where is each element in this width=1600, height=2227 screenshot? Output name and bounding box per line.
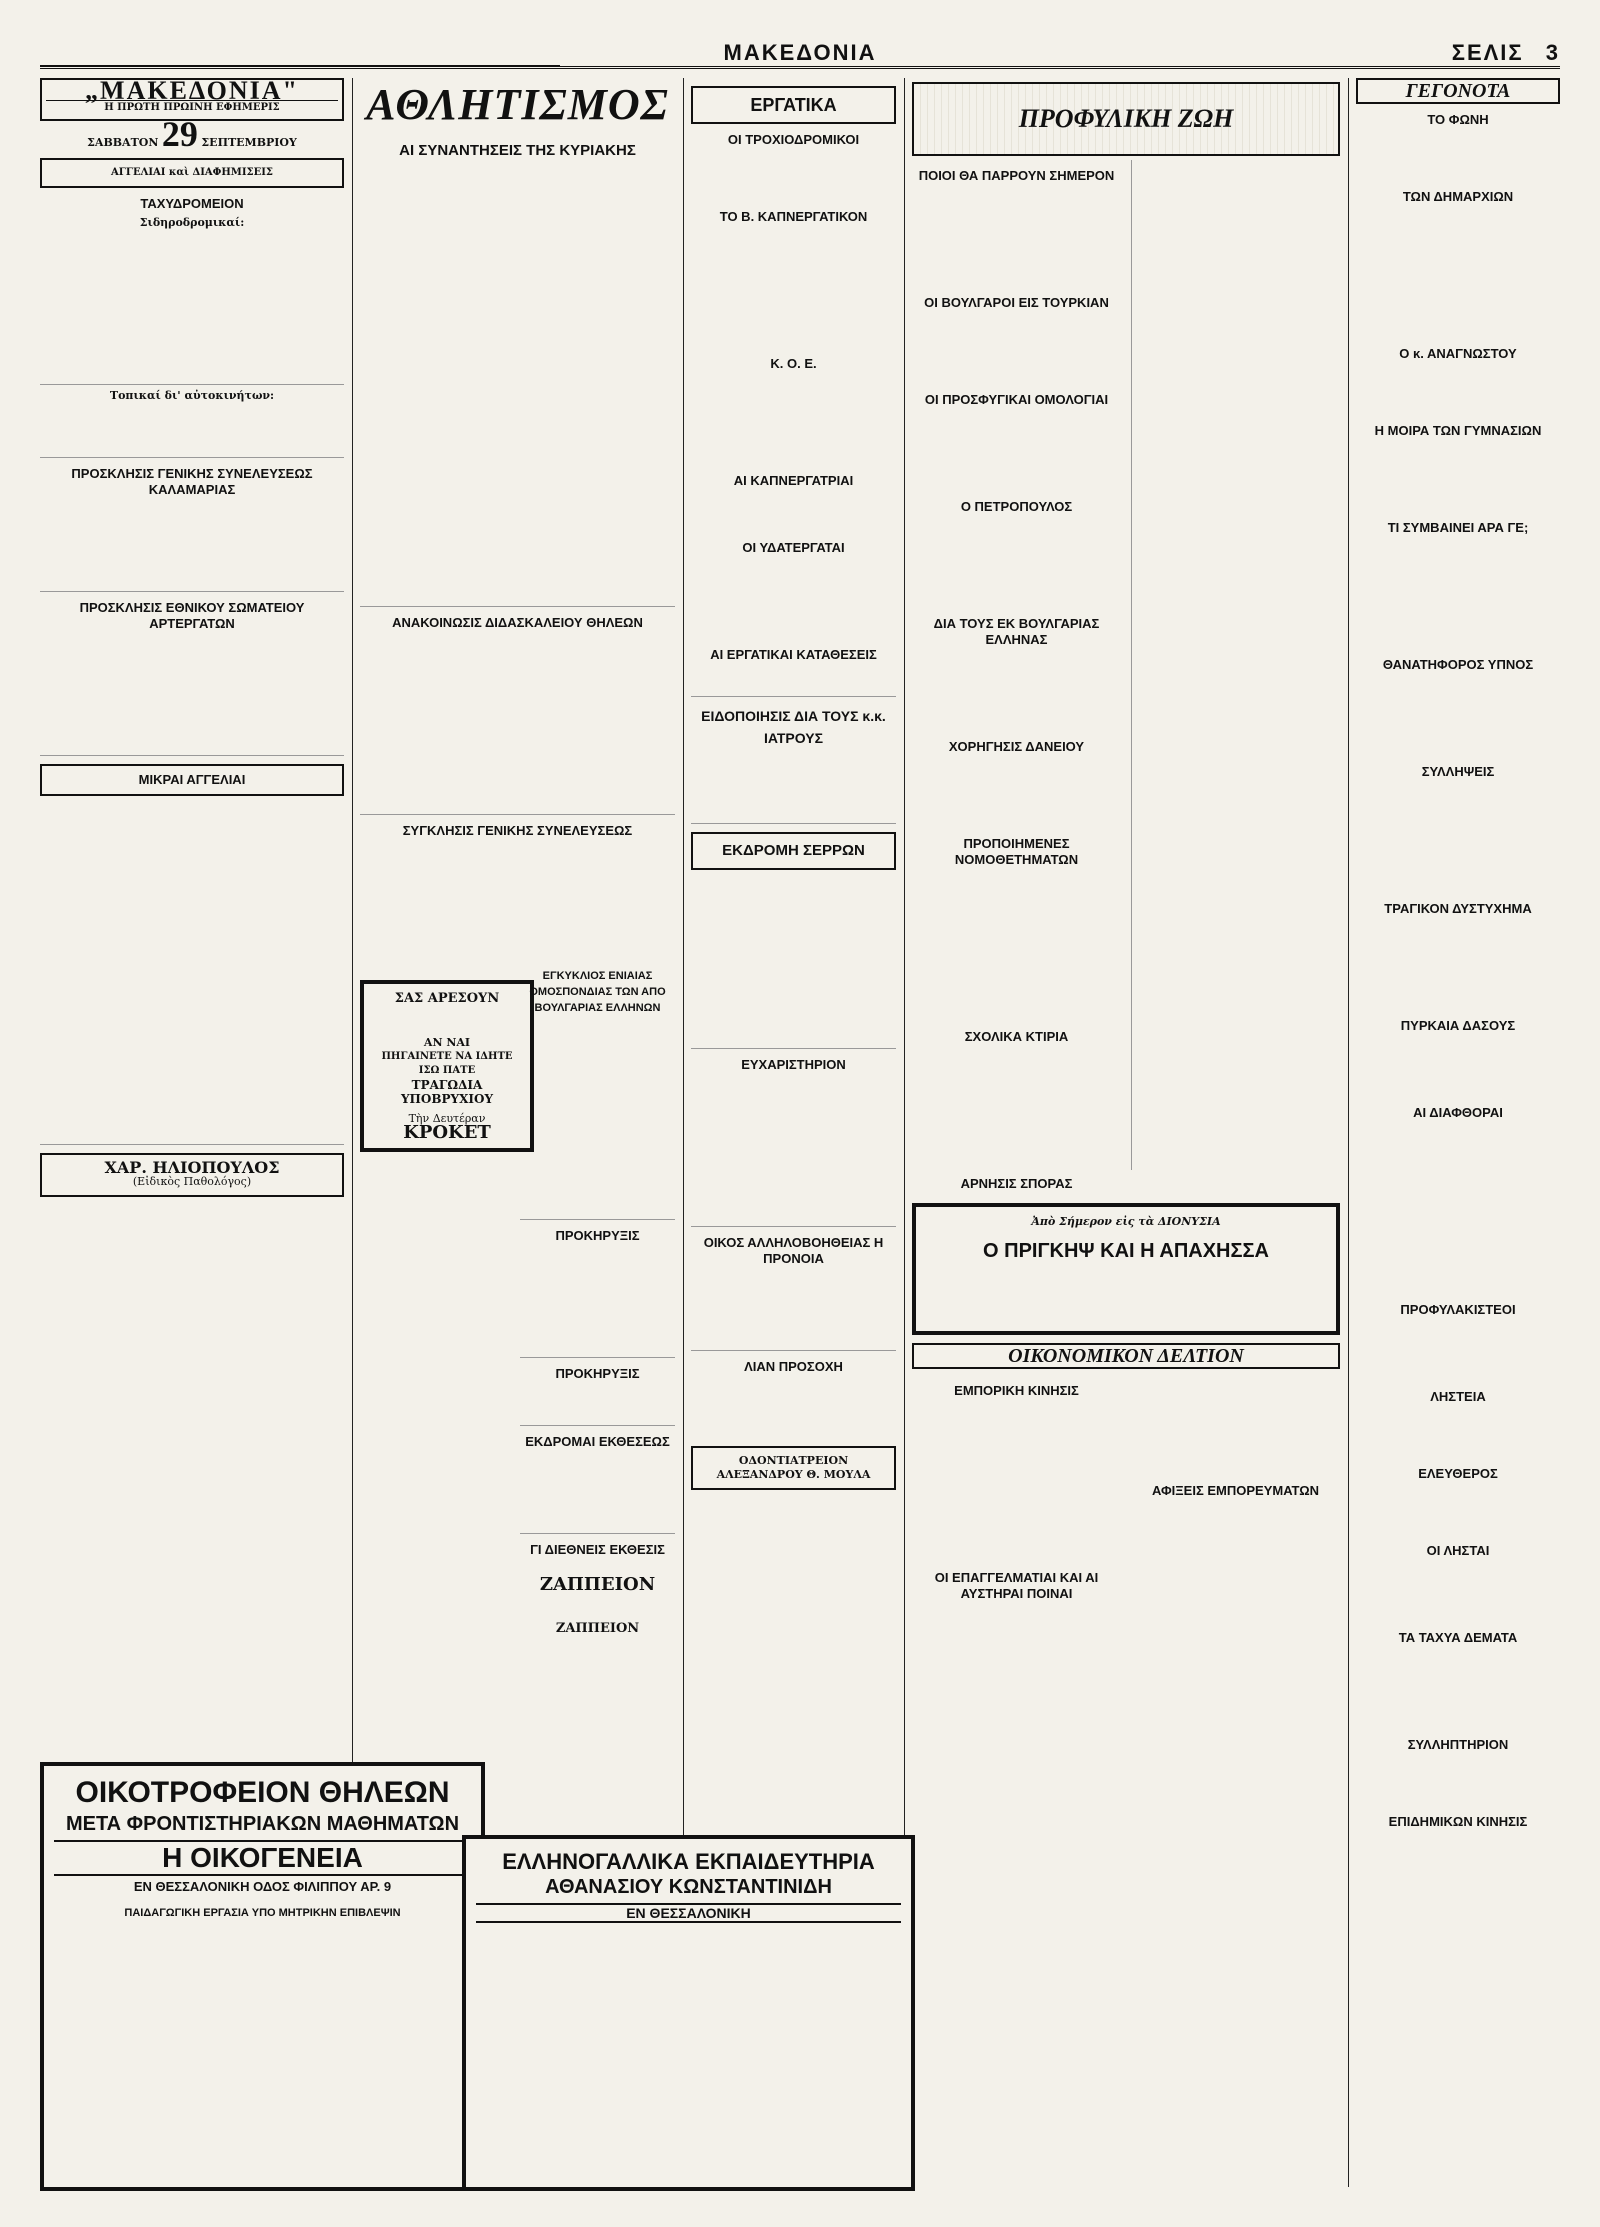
school-buildings-title: ΣΧΟΛΙΚΑ ΚΤΙΡΙΑ [964, 1029, 1069, 1044]
facts-deadly-sleep-text [1356, 676, 1560, 756]
petropoulos-text [912, 518, 1121, 608]
economic-split [912, 1375, 1340, 1605]
announcement-2-text [520, 1385, 675, 1426]
tobacco-title: ΤΟ Β. ΚΑΠΝΕΡΓΑΤΙΚΟΝ [719, 209, 868, 224]
excursion-title: ΕΚΔΡΟΜΑΙ ΕΚΘΕΣΕΩΣ [525, 1434, 670, 1449]
issue-date [40, 114, 344, 154]
small-ads-title: ΜΙΚΡΑΙ ΑΓΓΕΛΙΑΙ [40, 764, 344, 796]
local-routes-title: Τοπικαί δι' αὐτοκινήτων: [109, 389, 275, 402]
tobacco-text [691, 228, 896, 348]
boarding-school-ad [40, 1762, 485, 2191]
water-workers-text [691, 559, 896, 639]
boarding-school-address: ΕΝ ΘΕΣΣΑΛΟΝΙΚΗ ΟΔΟΣ ΦΙΛΙΠΠΟΥ ΑΡ. 9 [133, 1878, 392, 1894]
facts-anagnostou-title: Ο κ. ΑΝΑΓΝΩΣΤΟΥ [1399, 346, 1517, 361]
deposits-text [691, 666, 896, 697]
dentist-head: ΟΔΟΝΤΙΑΤΡΕΙΟΝ [738, 1454, 849, 1467]
facts-robbers-text [1356, 1562, 1560, 1622]
loan-text [912, 758, 1121, 828]
cinema-ad [912, 1203, 1340, 1335]
small-ads-text [40, 804, 344, 1145]
exhibition-title: ΓΙ ΔΙΕΘΝΕΙΣ ΕΚΘΕΣΙΣ [530, 1542, 665, 1557]
facts-gymnasia-text [1356, 442, 1560, 512]
bonds-text [912, 411, 1121, 491]
schools-city: ΕΝ ΘΕΣΣΑΛΟΝΙΚΗ [476, 1903, 901, 1923]
doctor-name: ΧΑΡ. ΗΛΙΟΠΟΥΛΟΣ [104, 1158, 280, 1177]
ads-notice [40, 158, 344, 188]
issue-day-number: 29 [161, 114, 198, 154]
deposits-title: ΑΙ ΕΡΓΑΤΙΚΑΙ ΚΑΤΑΘΕΣΕΙΣ [710, 647, 877, 662]
boarding-school-name: Η ΟΙΚΟΓΕΝΕΙΑ [54, 1840, 471, 1876]
club-text [40, 635, 344, 756]
facts-detainees-text [1356, 1321, 1560, 1381]
doctors-notice-title: ΕΙΔΟΠΟΙΗΣΙΣ ΔΙΑ ΤΟΥΣ κ.κ. ΙΑΤΡΟΥΣ [701, 708, 886, 746]
pronoia-text [691, 1270, 896, 1351]
column-1 [40, 78, 344, 1757]
facts-congrats-title: ΣΥΛΛΗΠΤΗΡΙΟΝ [1407, 1737, 1509, 1752]
club-title: ΠΡΟΣΚΛΗΣΙΣ ΕΘΝΙΚΟΥ ΣΩΜΑΤΕΙΟΥ ΑΡΤΕΡΓΑΤΩΝ [79, 600, 305, 631]
facts-anagnostou-text [1356, 365, 1560, 415]
boarding-school-title: ΟΙΚΟΤΡΟΦΕΙΟΝ ΘΗΛΕΩΝ [75, 1776, 450, 1809]
theatre-ad [360, 980, 534, 1152]
bulgarians-turkey-title: ΟΙ ΒΟΥΛΓΑΡΟΙ ΕΙΣ ΤΟΥΡΚΙΑΝ [924, 295, 1109, 310]
facts-mayors-title: ΤΩΝ ΔΗΜΑΡΧΙΩΝ [1402, 189, 1514, 204]
arrivals-title: ΑΦΙΞΕΙΣ ΕΜΠΟΡΕΥΜΑΤΩΝ [1151, 1483, 1320, 1498]
facts-what-title: ΤΙ ΣΥΜΒΑΙΝΕΙ ΑΡΑ ΓΕ; [1387, 520, 1529, 535]
doctors-notice-text [691, 753, 896, 824]
column-4 [912, 78, 1340, 2187]
facts-parcels-title: ΤΑ ΤΑΧΥΑ ΔΕΜΑΤΑ [1398, 1630, 1518, 1645]
facts-free-title: ΕΛΕΥΘΕΡΟΣ [1418, 1466, 1498, 1481]
facts-free-text [1356, 1485, 1560, 1535]
refugee-life-banner: ΠΡΟΦΥΛΙΚΗ ΖΩΗ [912, 82, 1340, 156]
theatre-ad-yes: ΑΝ ΝΑΙ [423, 1036, 471, 1049]
attention-text [691, 1378, 896, 1438]
facts-accident-text [1356, 920, 1560, 1010]
school-buildings-text [912, 1048, 1121, 1168]
column-4-left [912, 160, 1121, 1195]
newspaper-title: ΜΑΚΕΔΟΝΙΑ [723, 40, 877, 65]
cinema-ad-text [924, 1273, 1328, 1323]
tram-text [691, 151, 896, 201]
cinema-ad-film: Ο ΠΡΙΓΚΗΨ ΚΑΙ Η ΑΠΑΧΗΣΣΑ [983, 1240, 1269, 1262]
thanks-title: ΕΥΧΑΡΙΣΤΗΡΙΟΝ [741, 1057, 846, 1072]
serres-trip-text [691, 878, 896, 1049]
labor-header: ΕΡΓΑΤΙΚΑ [691, 86, 896, 124]
meeting-title: ΠΡΟΣΚΛΗΣΙΣ ΓΕΝΙΚΗΣ ΣΥΝΕΛΕΥΣΕΩΣ ΚΑΛΑΜΑΡΙΑΣ [71, 466, 313, 497]
dentist-ad [691, 1446, 896, 1490]
pronoia-title: ΟΙΚΟΣ ΑΛΛΗΛΟΒΟΗΘΕΙΑΣ Η ΠΡΟΝΟΙΑ [703, 1235, 884, 1266]
facts-robbery-title: ΛΗΣΤΕΙΑ [1430, 1389, 1486, 1404]
theatre-ad-go: ΠΗΓΑΙΝΕΤΕ ΝΑ ΙΔΗΤΕ ΙΣΩ ΠΑΤΕ [381, 1051, 513, 1076]
federation-title: ΕΓΚΥΚΛΙΟΣ ΕΝΙΑΙΑΣ ΟΜΟΣΠΟΝΔΙΑΣ ΤΩΝ ΑΠΟ ΒΟΥΛΓΑΡΙΑΣ ΕΛΛΗΝΩΝ [529, 970, 666, 1014]
column-4-split [912, 160, 1340, 1195]
sunday-matches-text [360, 166, 675, 607]
column-4-right-text [1131, 160, 1340, 1170]
economic-right [1131, 1375, 1340, 1605]
greeks-bulgaria-title: ΔΙΑ ΤΟΥΣ ΕΚ ΒΟΥΛΓΑΡΙΑΣ ΕΛΛΗΝΑΣ [933, 616, 1100, 647]
facts-fire-title: ΠΥΡΚΑΙΑ ΔΑΣΟΥΣ [1400, 1018, 1516, 1033]
petropoulos-title: Ο ΠΕΤΡΟΠΟΥΛΟΣ [960, 499, 1073, 514]
water-workers-title: ΟΙ ΥΔΑΤΕΡΓΑΤΑΙ [742, 540, 845, 555]
commerce-text [912, 1402, 1121, 1562]
boarding-school-tagline: ΠΑΙΔΑΓΩΓΙΚΗ ΕΡΓΑΣΙΑ ΥΠΟ ΜΗΤΡΙΚΗΝ ΕΠΙΒΛΕΨΙΝ [124, 1906, 401, 1919]
column-3 [691, 78, 896, 1547]
column-5 [1356, 78, 1560, 2187]
general-meeting-title: ΣΥΓΚΛΗΣΙΣ ΓΕΝΙΚΗΣ ΣΥΝΕΛΕΥΣΕΩΣ [402, 823, 633, 838]
general-meeting-text [360, 842, 675, 972]
tobacco-women-title: ΑΙ ΚΑΠΝΕΡΓΑΤΡΙΑΙ [733, 473, 854, 488]
doctor-ad [40, 1153, 344, 1197]
facts-mayors-text [1356, 208, 1560, 338]
tram-title: ΟΙ ΤΡΟΧΙΟΔΡΟΜΙΚΟΙ [727, 132, 860, 147]
economic-bulletin-title: ΟΙΚΟΝΟΜΙΚΟΝ ΔΕΛΤΙΟΝ [912, 1343, 1340, 1369]
koe-title: Κ. Ο. Ε. [770, 356, 817, 371]
ads-notice-title: ΑΓΓΕΛΙΑΙ καὶ ΔΙΑΦΗΜΙΣΕΙΣ [111, 167, 273, 178]
excursion-text [520, 1453, 675, 1534]
doctor-specialty: (Εἰδικὸς Παθολόγος) [132, 1175, 252, 1188]
dentist-name: ΑΛΕΞΑΝΔΡΟΥ Θ. ΜΟΥΛΑ [716, 1468, 871, 1481]
facts-congrats-text [1356, 1756, 1560, 1806]
facts-what-text [1356, 539, 1560, 649]
athletics-header: ΑΘΛΗΤΙΣΜΟΣ [366, 80, 669, 129]
today-text [912, 187, 1121, 287]
facts-title: ΓΕΓΟΝΟΤΑ [1356, 78, 1560, 104]
sunday-matches-title: ΑΙ ΣΥΝΑΝΤΗΣΕΙΣ ΤΗΣ ΚΥΡΙΑΚΗΣ [399, 142, 636, 159]
page-number: 3 [1545, 40, 1560, 65]
koe-text [691, 375, 896, 465]
facts-fire-text [1356, 1037, 1560, 1097]
paper-logo: „ΜΑΚΕΔΟΝΙΑ" [85, 78, 299, 105]
issue-month: ΣΕΠΤΕΜΒΡΙΟΥ [201, 136, 297, 149]
announcement-1-title: ΠΡΟΚΗΡΥΞΙΣ [555, 1228, 640, 1243]
serres-trip-title: ΕΚΔΡΟΜΗ ΣΕΡΡΩΝ [691, 832, 896, 870]
post-office-title: ΤΑΧΥΔΡΟΜΕΙΟΝ [140, 196, 244, 211]
schools-text [476, 1927, 901, 2127]
facts-phoni-title: ΤΟ ΦΩΝΗ [1427, 112, 1489, 127]
facts-corruption-text [1356, 1124, 1560, 1294]
facts-accident-title: ΤΡΑΓΙΚΟΝ ΔΥΣΤΥΧΗΜΑ [1384, 901, 1532, 916]
theatre-ad-head: ΣΑΣ ΑΡΕΣΟΥΝ [394, 991, 500, 1006]
announcement-2-title: ΠΡΟΚΗΡΥΞΙΣ [555, 1366, 640, 1381]
cinema-ad-from: Ἀπὸ Σήμερον εἰς τὰ ΔΙΟΝΥΣΙΑ [1031, 1215, 1221, 1228]
issue-day: ΣΑΒΒΑΤΟΝ [87, 136, 159, 149]
commerce-title: ΕΜΠΟΡΙΚΗ ΚΙΝΗΣΙΣ [954, 1383, 1079, 1398]
sowing-title: ΑΡΝΗΣΙΣ ΣΠΟΡΑΣ [960, 1176, 1073, 1191]
loan-title: ΧΟΡΗΓΗΣΙΣ ΔΑΝΕΙΟΥ [948, 739, 1085, 754]
facts-phoni-text [1356, 131, 1560, 181]
economic-right-text [1131, 1375, 1340, 1475]
page-label: ΣΕΛΙΣ [1451, 40, 1524, 65]
laws-title: ΠΡΟΠΟΙΗΜΕΝΕΣ ΝΟΜΟΘΕΤΗΜΑΤΩΝ [954, 836, 1079, 867]
theatre-ad-kroket: ΚΡΟΚΕΤ [403, 1122, 491, 1143]
today-title: ΠΟΙΟΙ ΘΑ ΠΑΡΡΟΥΝ ΣΗΜΕΡΟΝ [918, 168, 1115, 183]
exhibition-hall-footer: ΖΑΠΠΕΙΟΝ [555, 1621, 640, 1636]
greeks-bulgaria-text [912, 651, 1121, 731]
theatre-ad-monday: Τὴν Δευτέραν [408, 1112, 486, 1125]
post-office-schedule [40, 234, 344, 385]
meeting-text [40, 501, 344, 592]
masthead [40, 36, 1560, 69]
boarding-school-text [54, 1921, 471, 2111]
theatre-ad-play: ΤΡΑΓΩΔΙΑ ΥΠΟΒΡΥΧΙΟΥ [400, 1078, 494, 1106]
boarding-school-subtitle: ΜΕΤΑ ΦΡΟΝΤΙΣΤΗΡΙΑΚΩΝ ΜΑΘΗΜΑΤΩΝ [65, 1812, 460, 1835]
facts-parcels-text [1356, 1649, 1560, 1729]
facts-corruption-title: ΑΙ ΔΙΑΦΘΟΡΑΙ [1413, 1105, 1503, 1120]
facts-arrests-title: ΣΥΛΛΗΨΕΙΣ [1421, 764, 1495, 779]
column-2b [520, 960, 675, 1757]
post-office-subtitle: Σιδηροδρομικαί: [139, 216, 245, 229]
tobacco-women-text [691, 492, 896, 532]
attention-title: ΛΙΑΝ ΠΡΟΣΟΧΗ [744, 1359, 843, 1374]
announcement-1-text [520, 1247, 675, 1358]
penalties-title: ΟΙ ΕΠΑΓΓΕΛΜΑΤΙΑΙ ΚΑΙ ΑΙ ΑΥΣΤΗΡΑΙ ΠΟΙΝΑΙ [934, 1570, 1099, 1601]
paper-slogan: Η ΠΡΩΤΗ ΠΡΩΙΝΗ ΕΦΗΜΕΡΙΣ [46, 100, 338, 115]
facts-epidemics-title: ΕΠΙΔΗΜΙΚΩΝ ΚΙΝΗΣΙΣ [1388, 1814, 1528, 1829]
facts-arrests-text [1356, 783, 1560, 893]
thanks-text [691, 1076, 896, 1227]
exhibition-hall: ΖΑΠΠΕΙΟΝ [539, 1574, 656, 1595]
federation-text [520, 1019, 675, 1220]
school-notices-text [360, 634, 675, 815]
column-rule [1348, 78, 1349, 2187]
bonds-title: ΟΙ ΠΡΟΣΦΥΓΙΚΑΙ ΟΜΟΛΟΓΙΑΙ [924, 392, 1109, 407]
facts-robbery-text [1356, 1408, 1560, 1458]
schools-ad [462, 1835, 915, 2191]
schools-title: ΕΛΛΗΝΟΓΑΛΛΙΚΑ ΕΚΠΑΙΔΕΥΤΗΡΙΑ [502, 1849, 875, 1874]
laws-text [912, 871, 1121, 1021]
bulgarians-turkey-text [912, 314, 1121, 384]
school-notices-title: ΑΝΑΚΟΙΝΩΣΙΣ ΔΙΔΑΣΚΑΛΕΙΟΥ ΘΗΛΕΩΝ [392, 615, 643, 630]
facts-detainees-title: ΠΡΟΦΥΛΑΚΙΣΤΕΟΙ [1400, 1302, 1516, 1317]
column-4-right [1131, 160, 1340, 1195]
local-routes-text [40, 407, 344, 458]
economic-left [912, 1375, 1121, 1605]
facts-deadly-sleep-title: ΘΑΝΑΤΗΦΟΡΟΣ ΥΠΝΟΣ [1382, 657, 1534, 672]
schools-founder: ΑΘΑΝΑΣΙΟΥ ΚΩΝΣΤΑΝΤΙΝΙΔΗ [545, 1876, 832, 1899]
facts-robbers-title: ΟΙ ΛΗΣΤΑΙ [1426, 1543, 1490, 1558]
facts-gymnasia-title: Η ΜΟΙΡΑ ΤΩΝ ΓΥΜΝΑΣΙΩΝ [1374, 423, 1542, 438]
